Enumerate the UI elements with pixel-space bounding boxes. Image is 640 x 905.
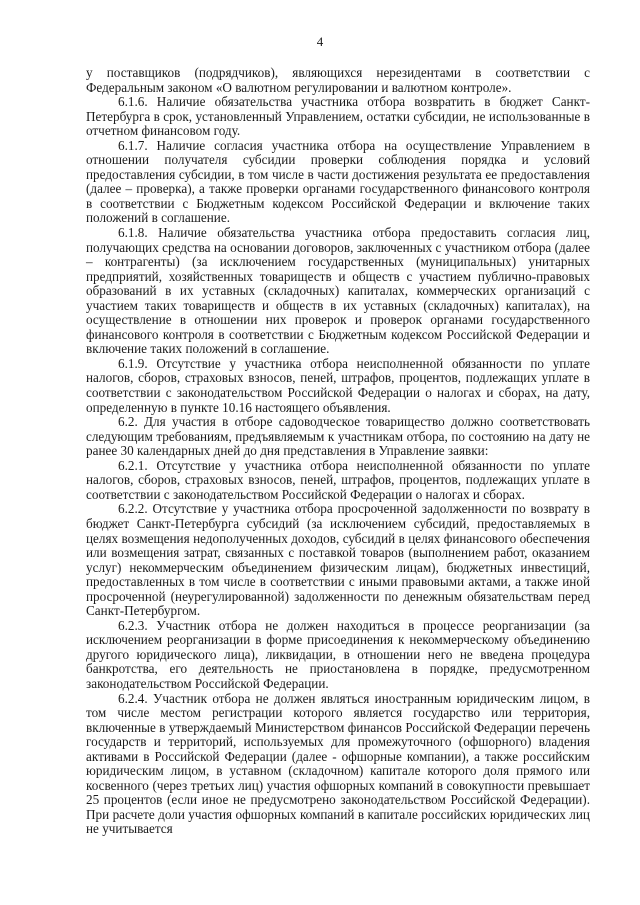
paragraph-continuation: у поставщиков (подрядчиков), являющихся нерезидентами в соответствии с Федеральным законом «О валютном регулировании и валютном контроле».	[86, 65, 590, 95]
document-body	[86, 66, 590, 837]
paragraph-6-1-9: 6.1.9. Отсутствие у участника отбора неисполненной обязанности по уплате налогов, сборов, страховых взносов, пеней, штрафов, процентов, подлежащих уплате в соответствии с законодательством Российской Федерации о налогах и сборах, на дату, определенную в пункте 10.16 настоящего объявления.	[86, 355, 590, 415]
paragraph-6-2: 6.2. Для участия в отборе садоводческое товарищество должно соответствовать следующим требованиям, предъявляемым к участникам отбора, по состоянию на дату не ранее 30 календарных дней до дня представления в Управление заявки:	[86, 414, 590, 459]
paragraph-6-1-6: 6.1.6. Наличие обязательства участника отбора возвратить в бюджет Санкт-Петербурга в срок, установленный Управлением, остатки субсидии, не использованные в отчетном финансовом году.	[86, 94, 590, 139]
paragraph-6-1-7: 6.1.7. Наличие согласия участника отбора на осуществление Управлением в отношении получателя субсидии проверки соблюдения порядка и условий предоставления субсидии, в том числе в части достижения результата ее предоставления (далее – проверка), а также проверки органами государственного финансового контроля в соответствии с Бюджетным кодексом Российской Федерации и включение таких положений в соглашение.	[86, 137, 590, 226]
paragraph-6-2-1: 6.2.1. Отсутствие у участника отбора неисполненной обязанности по уплате налогов, сборов, страховых взносов, пеней, штрафов, процентов, подлежащих уплате в соответствии с законодательством Российской Федерации о налогах и сборах.	[86, 457, 590, 502]
page-number: 4	[316, 34, 324, 49]
paragraph-6-2-2: 6.2.2. Отсутствие у участника отбора просроченной задолженности по возврату в бюджет Санкт-Петербурга субсидий (за исключением субсидий, предоставляемых в целях возмещения недополученных доходов, субсидий в целях финансового обеспечения или возмещения затрат, связанных с поставкой товаров (выполнением работ, оказанием услуг) некоммерческим объединением физическим лицам), бюджетных инвестиций, предоставленных в том числе в соответствии с иными правовыми актами, а также иной просроченной (неурегулированной) задолженности по денежным обязательствам перед Санкт-Петербургом.	[86, 501, 590, 619]
paragraph-6-2-4: 6.2.4. Участник отбора не должен являться иностранным юридическим лицом, в том числе местом регистрации которого является государство или территория, включенные в утверждаемый Министерством финансов Российской Федерации перечень государств и территорий, используемых для промежуточного (офшорного) владения активами в Российской Федерации (далее - офшорные компании), а также российским юридическим лицом, в уставном (складочном) капитале которого доля прямого или косвенного (через третьих лиц) участия офшорных компаний в совокупности превышает 25 процентов (если иное не предусмотрено законодательством Российской Федерации). При расчете доли участия офшорных компаний в капитале российских юридических лиц не учитывается	[86, 690, 590, 837]
paragraph-6-1-8: 6.1.8. Наличие обязательства участника отбора предоставить согласия лиц, получающих средства на основании договоров, заключенных с участником отбора (далее – контрагенты) (за исключением государственных (муниципальных) унитарных предприятий, хозяйственных товариществ и обществ с участием публично-правовых образований в их уставных (складочных) капиталах, коммерческих организаций с участием таких товариществ и обществ в их уставных (складочных) капиталах), на осуществление в отношении них проверок и проверок органами государственного финансового контроля в соответствии с Бюджетным кодексом Российской Федерации и включение таких положений в соглашение.	[86, 225, 590, 357]
paragraph-6-2-3: 6.2.3. Участник отбора не должен находиться в процессе реорганизации (за исключением реорганизации в форме присоединения к некоммерческому объединению другого юридического лица), ликвидации, в отношении него не введена процедура банкротства, его деятельность не приостановлена в порядке, предусмотренном законодательством Российской Федерации.	[86, 617, 590, 691]
